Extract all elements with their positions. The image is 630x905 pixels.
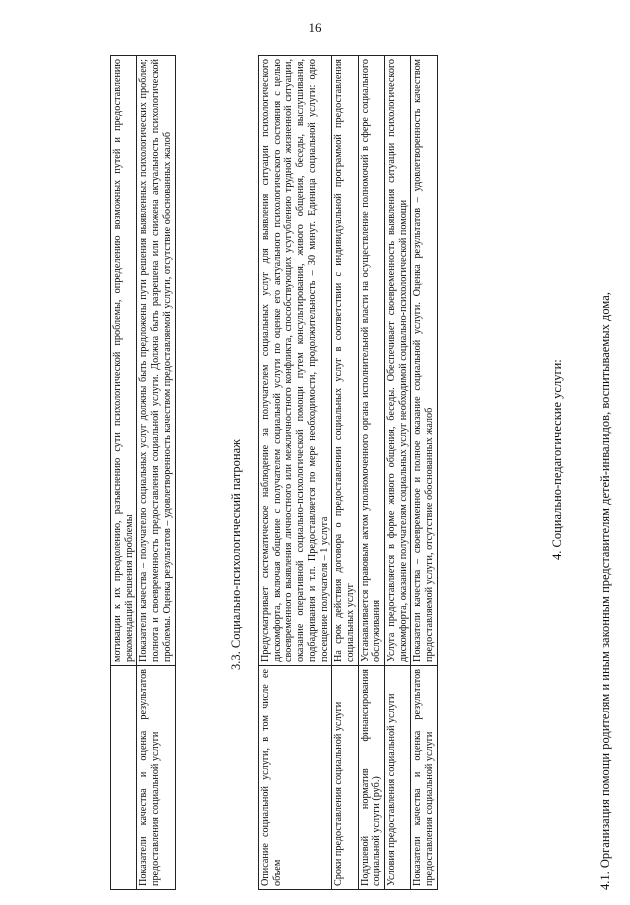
row-text: Показатели качества – получателю социальных услуг должны быть предложены пути решения выявленных психологических проблем; полнота и своевременность предоставления социальной услуги. Должна быть разрешена или снижена актуальность психологической проблемы. Оценка результатов – удовлетворенность качеством предоставляемой услуги, отсутствие обоснованных жалоб <box>137 56 175 666</box>
row-text: Устанавливается правовым актом уполномоченного органа исполнительной власти на осуществление полномочий в сфере социального обслуживания <box>358 56 384 666</box>
row-text: На срок действия договора о предоставлении социальных услуг в соответствии с индивидуальной программой предоставления социальных услуг <box>332 56 358 666</box>
page-number: 16 <box>308 20 322 35</box>
row-text: Показатели качества – своевременное и полное оказание социальной услуги. Оценка результатов – удовлетворенность качеством предоставляемой услуги, отсутствие обоснованных жалоб <box>411 56 437 666</box>
row-label: Условия предоставления социальной услуги <box>385 666 411 890</box>
row-text: Предусматривает систематическое наблюдение за получателем социальных услуг для выявления ситуации психологического дискомфорта, включая общение с получателем социальной услуги по оценке его актуального психологического состояния с целью своевременного выявления личностного или межличностного конфликта, способствующих усугублению трудной жизненной ситуации, оказание оперативной социально-психологической помощи путем консультирования, живого общения, беседы, выслушивания, подбадривания и т.п. Предоставляется по мере необходимости, продолжительность – 30 минут. Единица социальной услуги: одно посещение получателя – 1 услуга <box>259 56 332 666</box>
service-table-patronage <box>258 55 438 890</box>
table-row <box>385 56 411 890</box>
section-heading-4: 4. Социально-педагогические услуги: <box>550 359 564 560</box>
rotated-page-content <box>0 55 630 905</box>
section-heading-3-3: 3.3. Социально-психологический патронаж <box>229 439 243 670</box>
table-row <box>111 56 137 890</box>
row-text: мотивации к их преодолению, разъяснению сути психологической проблемы, определению возможных путей и предоставлению рекомендаций решения проблемы <box>111 56 137 666</box>
table-row <box>358 56 384 890</box>
row-label: Описание социальной услуги, в том числе ее объем <box>259 666 332 890</box>
row-label <box>111 666 137 890</box>
row-label: Показатели качества и оценка результатов предоставления социальной услуги <box>137 666 175 890</box>
row-label: Показатели качества и оценка результатов предоставления социальной услуги <box>411 666 437 890</box>
row-text: Услуга предоставляется в форме живого общения, беседы. Обеспечивает своевременность выявления ситуации психологического дискомфорта, оказание получателям социальных услуг необходимой социально-психологической помощи <box>385 56 411 666</box>
table-row <box>411 56 437 890</box>
table-row <box>259 56 332 890</box>
table-row <box>137 56 175 890</box>
service-table-top <box>110 55 176 890</box>
subsection-heading-4-1: 4.1. Организация помощи родителям и иным законным представителям детей-инвалидов, воспитываемых дома, <box>598 292 612 890</box>
row-label: Сроки предоставления социальной услуги <box>332 666 358 890</box>
table-row <box>332 56 358 890</box>
row-label: Подушевой норматив финансирования социальной услуги (руб.) <box>358 666 384 890</box>
